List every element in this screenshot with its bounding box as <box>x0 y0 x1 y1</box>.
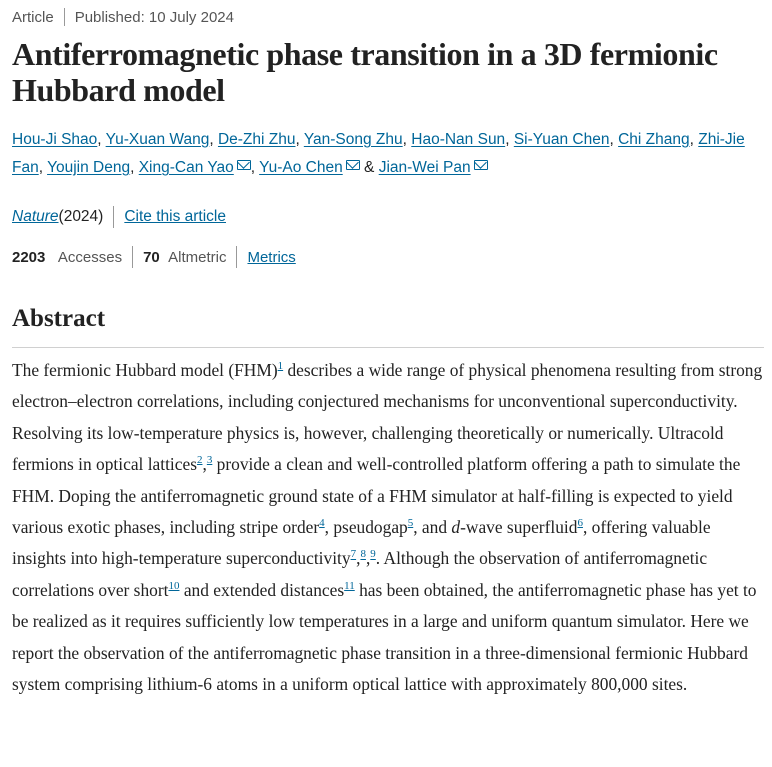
abstract-segment: , <box>202 454 207 475</box>
abstract-segment: , and <box>413 517 452 538</box>
reference-link[interactable]: 8 <box>360 548 366 561</box>
published-date: Published: 10 July 2024 <box>74 8 234 26</box>
abstract-heading: Abstract <box>12 305 106 332</box>
abstract-segment: and extended distances <box>179 579 345 600</box>
reference-link[interactable]: 11 <box>344 580 355 593</box>
metrics-link[interactable]: Metrics <box>247 248 296 266</box>
journal-year: (2024) <box>58 208 104 225</box>
abstract-segment: describes a wide range of physical phenomena resulting from strong electron–electron correlations, including conjectured mechanisms for unconventional superconductivity. Resolving its low-temperature physics is, however, challenging theoretically or numerically. Ultracold fermions in optical lattices <box>12 360 763 475</box>
meta-divider <box>64 8 65 26</box>
reference-link[interactable]: 7 <box>350 548 357 561</box>
author-separator: , <box>609 131 619 148</box>
author-link[interactable]: Hao-Nan Sun <box>411 131 506 148</box>
altmetric-label: Altmetric <box>168 248 227 266</box>
citation-line <box>12 204 226 230</box>
accesses-count: 2203 <box>12 248 46 266</box>
reference-link[interactable]: 6 <box>577 517 583 530</box>
author-separator: , <box>250 159 260 176</box>
author-link[interactable]: Jian-Wei Pan <box>378 159 471 176</box>
author-link[interactable]: Chi Zhang <box>618 131 690 148</box>
author-separator: , <box>295 131 304 148</box>
abstract-segment: , <box>356 548 361 569</box>
author-separator: , <box>97 131 106 148</box>
altmetric-count: 70 <box>143 248 160 266</box>
reference-link[interactable]: 5 <box>407 517 414 530</box>
author-separator: , <box>689 131 699 148</box>
article-meta <box>12 6 234 28</box>
article-type: Article <box>12 8 54 26</box>
email-icon[interactable] <box>237 160 251 170</box>
metrics-divider <box>132 246 133 268</box>
author-link[interactable]: Yu-Xuan Wang <box>105 131 210 148</box>
author-list <box>12 126 762 182</box>
abstract-segment: has been obtained, the antiferromagnetic phase has yet to be realized as it requires sufficiently low temperatures in a large and uniform quantum simulator. Here we report the observation of the antiferromagnetic phase transition in a three-dimensional fermionic Hubbard system comprising lithium-6 atoms in a uniform optical lattice with approximately 800,000 sites. <box>12 579 757 695</box>
author-separator: , <box>505 131 514 148</box>
abstract-segment: , offering valuable insights into high-temperature superconductivity <box>12 517 711 569</box>
reference-link[interactable]: 2 <box>196 454 203 467</box>
author-separator: & <box>359 159 379 176</box>
metrics-bar <box>12 244 296 270</box>
author-separator: , <box>130 159 139 176</box>
author-link[interactable]: Yan-Song Zhu <box>303 131 403 148</box>
article-title: Antiferromagnetic phase transition in a 3D fermionic Hubbard model <box>12 36 718 108</box>
accesses-label: Accesses <box>57 248 123 266</box>
reference-link[interactable]: 10 <box>168 580 180 593</box>
reference-link[interactable]: 1 <box>277 360 284 373</box>
abstract-segment: -wave superfluid <box>460 517 578 538</box>
author-separator: , <box>402 131 412 148</box>
citation-divider <box>113 206 114 228</box>
abstract-text <box>12 355 768 700</box>
reference-link[interactable]: 4 <box>319 517 325 530</box>
metrics-divider <box>236 246 237 268</box>
reference-link[interactable]: 3 <box>206 454 213 467</box>
author-link[interactable]: Youjin Deng <box>47 159 131 176</box>
abstract-segment: The fermionic Hubbard model (FHM) <box>12 360 278 380</box>
author-link[interactable]: De-Zhi Zhu <box>217 131 296 148</box>
cite-this-article-link[interactable]: Cite this article <box>124 208 226 225</box>
abstract-segment: provide a clean and well-controlled platform offering a path to simulate the FHM. Doping the antiferromagnetic ground state of a FHM simulator at half-filling is expected to yield various exotic phases, including stripe order <box>12 454 741 538</box>
author-separator: , <box>38 159 48 176</box>
abstract-segment: , pseudogap <box>324 517 408 538</box>
author-link[interactable]: Xing-Can Yao <box>138 159 234 176</box>
section-divider <box>12 347 764 348</box>
author-link[interactable]: Yu-Ao Chen <box>259 159 343 176</box>
email-icon[interactable] <box>474 160 488 170</box>
abstract-segment: , <box>365 548 371 569</box>
author-link[interactable]: Zhi-Jie Fan <box>12 131 745 176</box>
reference-link[interactable]: 9 <box>370 548 376 561</box>
author-link[interactable]: Hou-Ji Shao <box>12 131 98 148</box>
journal-name-link[interactable]: Nature <box>12 208 59 225</box>
email-icon[interactable] <box>346 160 360 170</box>
author-separator: , <box>209 131 218 148</box>
author-link[interactable]: Si-Yuan Chen <box>513 131 610 148</box>
abstract-segment: . Although the observation of antiferromagnetic correlations over short <box>12 548 708 600</box>
italic-symbol: d <box>451 517 461 538</box>
